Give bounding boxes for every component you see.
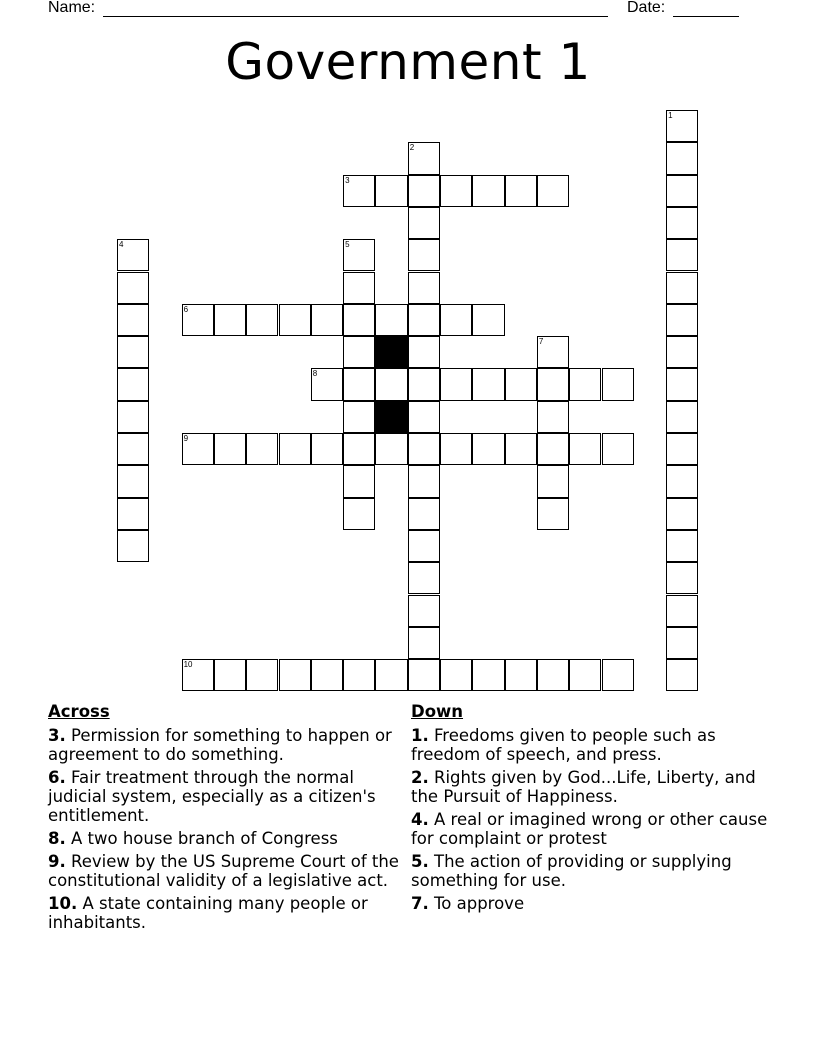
grid-cell[interactable]: [505, 659, 537, 691]
grid-cell[interactable]: [472, 433, 504, 465]
grid-cell[interactable]: [537, 659, 569, 691]
grid-cell[interactable]: [472, 175, 504, 207]
clue-number: 4.: [411, 810, 429, 829]
grid-cell[interactable]: [279, 659, 311, 691]
clue-text: To approve: [428, 894, 525, 913]
grid-cell[interactable]: [440, 175, 472, 207]
grid-cell[interactable]: [408, 207, 440, 239]
grid-cell[interactable]: [117, 465, 149, 497]
grid-cell[interactable]: [279, 433, 311, 465]
grid-cell[interactable]: [569, 659, 601, 691]
grid-cell[interactable]: [408, 175, 440, 207]
clue-across-10: [48, 894, 408, 932]
grid-cell[interactable]: [537, 368, 569, 400]
grid-cell[interactable]: [408, 498, 440, 530]
grid-cell[interactable]: [408, 272, 440, 304]
grid-cell[interactable]: [408, 336, 440, 368]
cell-number: 3: [345, 175, 350, 185]
grid-cell[interactable]: [408, 401, 440, 433]
clue-text: Fair treatment through the normal judicial system, especially as a citizen's entitlement.: [48, 768, 376, 825]
grid-cell[interactable]: [214, 304, 246, 336]
name-label: Name:: [48, 0, 96, 16]
date-label: Date:: [627, 0, 666, 16]
grid-cell[interactable]: [375, 368, 407, 400]
grid-cell[interactable]: [602, 659, 634, 691]
grid-cell[interactable]: [666, 239, 698, 271]
grid-cell[interactable]: [666, 562, 698, 594]
black-square: [375, 401, 407, 433]
grid-cell[interactable]: [440, 659, 472, 691]
clue-across-6: [48, 768, 408, 825]
clue-text: A two house branch of Congress: [65, 829, 338, 848]
grid-cell[interactable]: [343, 175, 375, 207]
grid-cell[interactable]: [182, 304, 214, 336]
grid-cell[interactable]: [343, 368, 375, 400]
grid-cell[interactable]: [117, 530, 149, 562]
grid-cell[interactable]: [505, 433, 537, 465]
grid-cell[interactable]: [117, 304, 149, 336]
grid-cell[interactable]: [569, 433, 601, 465]
grid-cell[interactable]: [408, 530, 440, 562]
cell-number: 6: [183, 304, 189, 314]
grid-cell[interactable]: [182, 433, 214, 465]
grid-cell[interactable]: [666, 595, 698, 627]
grid-cell[interactable]: [602, 433, 634, 465]
grid-cell[interactable]: [214, 659, 246, 691]
grid-cell[interactable]: [440, 368, 472, 400]
grid-cell[interactable]: [279, 304, 311, 336]
grid-cell[interactable]: [214, 433, 246, 465]
grid-cell[interactable]: [117, 433, 149, 465]
clue-down-4: [411, 810, 771, 848]
clue-text: A state containing many people or inhabitants.: [48, 894, 368, 932]
grid-cell[interactable]: [343, 239, 375, 271]
grid-cell[interactable]: [666, 627, 698, 659]
grid-cell[interactable]: [343, 304, 375, 336]
grid-cell[interactable]: [343, 272, 375, 304]
grid-cell[interactable]: [537, 401, 569, 433]
clue-text: The action of providing or supplying something for use.: [411, 852, 732, 890]
grid-cell[interactable]: [375, 175, 407, 207]
cell-number: 7: [538, 337, 544, 347]
grid-cell[interactable]: [537, 498, 569, 530]
down-heading: Down: [411, 702, 464, 721]
grid-cell[interactable]: [666, 207, 698, 239]
grid-cell[interactable]: [343, 465, 375, 497]
grid-cell[interactable]: [666, 304, 698, 336]
clue-across-8: [48, 829, 408, 848]
clue-number: 1.: [411, 726, 429, 745]
grid-cell[interactable]: [537, 175, 569, 207]
clue-down-7: [411, 894, 771, 913]
cell-number: 4: [119, 240, 124, 250]
clue-number: 7.: [411, 894, 429, 913]
grid-cell[interactable]: [666, 498, 698, 530]
grid-cell[interactable]: [666, 110, 698, 142]
grid-cell[interactable]: [666, 142, 698, 174]
grid-cell[interactable]: [408, 142, 440, 174]
grid-cell[interactable]: [666, 272, 698, 304]
clue-number: 3.: [48, 726, 66, 745]
grid-cell[interactable]: [182, 659, 214, 691]
cell-number: 2: [409, 143, 415, 153]
grid-cell[interactable]: [246, 659, 278, 691]
grid-cell[interactable]: [408, 368, 440, 400]
clue-number: 2.: [411, 768, 429, 787]
grid-cell[interactable]: [666, 175, 698, 207]
grid-cell[interactable]: [666, 530, 698, 562]
cell-number: 8: [312, 369, 318, 379]
clue-number: 8.: [48, 829, 66, 848]
grid-cell[interactable]: [343, 401, 375, 433]
grid-cell[interactable]: [666, 336, 698, 368]
clue-text: A real or imagined wrong or other cause for complaint or protest: [411, 810, 768, 848]
grid-cell[interactable]: [311, 368, 343, 400]
clue-across-3: [48, 726, 408, 764]
grid-cell[interactable]: [666, 368, 698, 400]
grid-cell[interactable]: [505, 175, 537, 207]
cell-number: 10: [183, 660, 193, 670]
clue-across-9: [48, 852, 408, 890]
grid-cell[interactable]: [666, 433, 698, 465]
grid-cell[interactable]: [343, 498, 375, 530]
cell-number: 1: [668, 111, 673, 120]
grid-cell[interactable]: [117, 239, 149, 271]
clue-number: 9.: [48, 852, 66, 871]
grid-cell[interactable]: [666, 465, 698, 497]
grid-cell[interactable]: [343, 336, 375, 368]
grid-cell[interactable]: [343, 659, 375, 691]
grid-cell[interactable]: [375, 659, 407, 691]
grid-cell[interactable]: [602, 368, 634, 400]
grid-cell[interactable]: [375, 433, 407, 465]
grid-cell[interactable]: [472, 659, 504, 691]
grid-cell[interactable]: [537, 433, 569, 465]
grid-cell[interactable]: [569, 368, 601, 400]
grid-cell[interactable]: [117, 368, 149, 400]
clue-down-1: [411, 726, 771, 764]
grid-cell[interactable]: [408, 627, 440, 659]
grid-cell[interactable]: [311, 659, 343, 691]
grid-cell[interactable]: [408, 595, 440, 627]
clue-number: 5.: [411, 852, 429, 871]
black-square: [375, 336, 407, 368]
grid-cell[interactable]: [246, 304, 278, 336]
grid-cell[interactable]: [408, 465, 440, 497]
grid-cell[interactable]: [117, 272, 149, 304]
grid-cell[interactable]: [537, 336, 569, 368]
down-clues: [411, 702, 771, 917]
clue-down-2: [411, 768, 771, 806]
grid-cell[interactable]: [440, 433, 472, 465]
grid-cell[interactable]: [537, 465, 569, 497]
clue-text: Review by the US Supreme Court of the constitutional validity of a legislative act.: [48, 852, 399, 890]
grid-cell[interactable]: [472, 304, 504, 336]
grid-cell[interactable]: [375, 304, 407, 336]
clue-down-5: [411, 852, 771, 890]
grid-cell[interactable]: [505, 368, 537, 400]
clue-text: Permission for something to happen or agreement to do something.: [48, 726, 392, 764]
cell-number: 9: [183, 434, 189, 443]
grid-cell[interactable]: [117, 401, 149, 433]
grid-cell[interactable]: [472, 368, 504, 400]
grid-cell[interactable]: [311, 304, 343, 336]
grid-cell[interactable]: [408, 562, 440, 594]
grid-cell[interactable]: [343, 433, 375, 465]
grid-cell[interactable]: [117, 498, 149, 530]
grid-cell[interactable]: [408, 304, 440, 336]
grid-cell[interactable]: [408, 239, 440, 271]
clue-number: 10.: [48, 894, 78, 913]
clue-text: Freedoms given to people such as freedom of speech, and press.: [411, 726, 716, 764]
cell-number: 5: [345, 240, 350, 250]
grid-cell[interactable]: [408, 659, 440, 691]
across-clues: [48, 702, 408, 936]
grid-cell[interactable]: [246, 433, 278, 465]
grid-cell[interactable]: [666, 401, 698, 433]
clue-text: Rights given by God...Life, Liberty, and the Pursuit of Happiness.: [411, 768, 756, 806]
clue-number: 6.: [48, 768, 66, 787]
grid-cell[interactable]: [440, 304, 472, 336]
grid-cell[interactable]: [408, 433, 440, 465]
grid-cell[interactable]: [117, 336, 149, 368]
across-heading: Across: [48, 702, 110, 721]
page-title: Government 1: [225, 33, 591, 91]
grid-cell[interactable]: [311, 433, 343, 465]
grid-cell[interactable]: [666, 659, 698, 691]
